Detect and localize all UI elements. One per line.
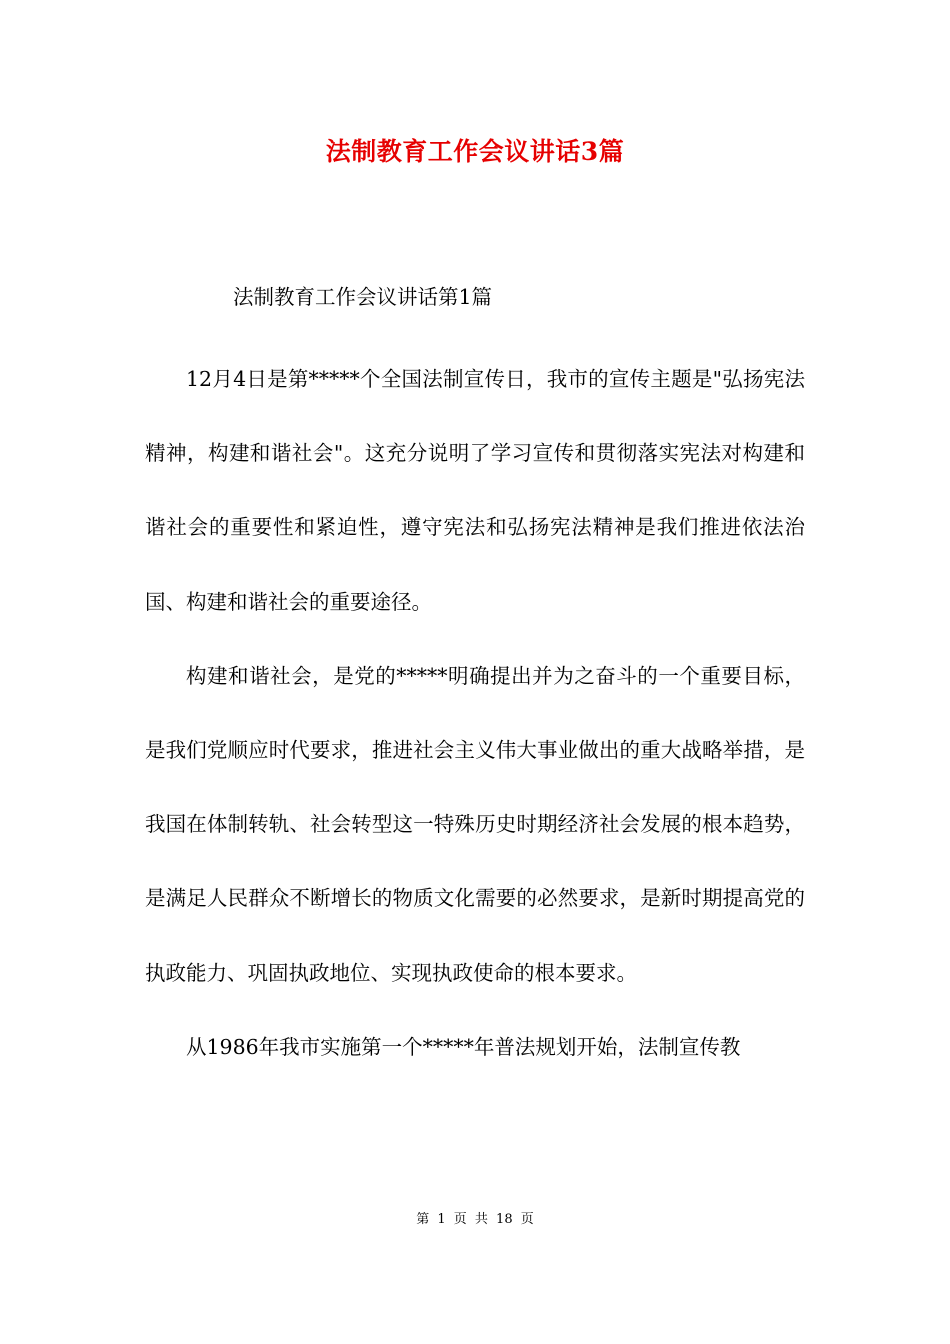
document-body xyxy=(145,342,805,1084)
paragraph: 构建和谐社会，是党的*****明确提出并为之奋斗的一个重要目标，是我们党顺应时代要求，推进社会主义伟大事业做出的重大战略举措，是我国在体制转轨、社会转型这一特殊历史时期经济社会发展的根本趋势，是满足人民群众不断增长的物质文化需要的必然要求，是新时期提高党的执政能力、巩固执政地位、实现执政使命的根本要求。 xyxy=(145,663,805,985)
section-heading: 法制教育工作会议讲话第1篇 xyxy=(233,285,493,309)
paragraph: 从1986年我市实施第一个*****年普法规划开始，法制宣传教 xyxy=(186,1034,741,1059)
paragraph: 12月4日是第*****个全国法制宣传日，我市的宣传主题是"弘扬宪法精神，构建和谐社会"。这充分说明了学习宣传和贯彻落实宪法对构建和谐社会的重要性和紧迫性，遵守宪法和弘扬宪法精神是我们推进依法治国、构建和谐社会的重要途径。 xyxy=(145,367,805,614)
page-footer: 第 1 页 共 18 页 xyxy=(416,1212,534,1227)
document-title: 法制教育工作会议讲话3篇 xyxy=(325,137,625,166)
